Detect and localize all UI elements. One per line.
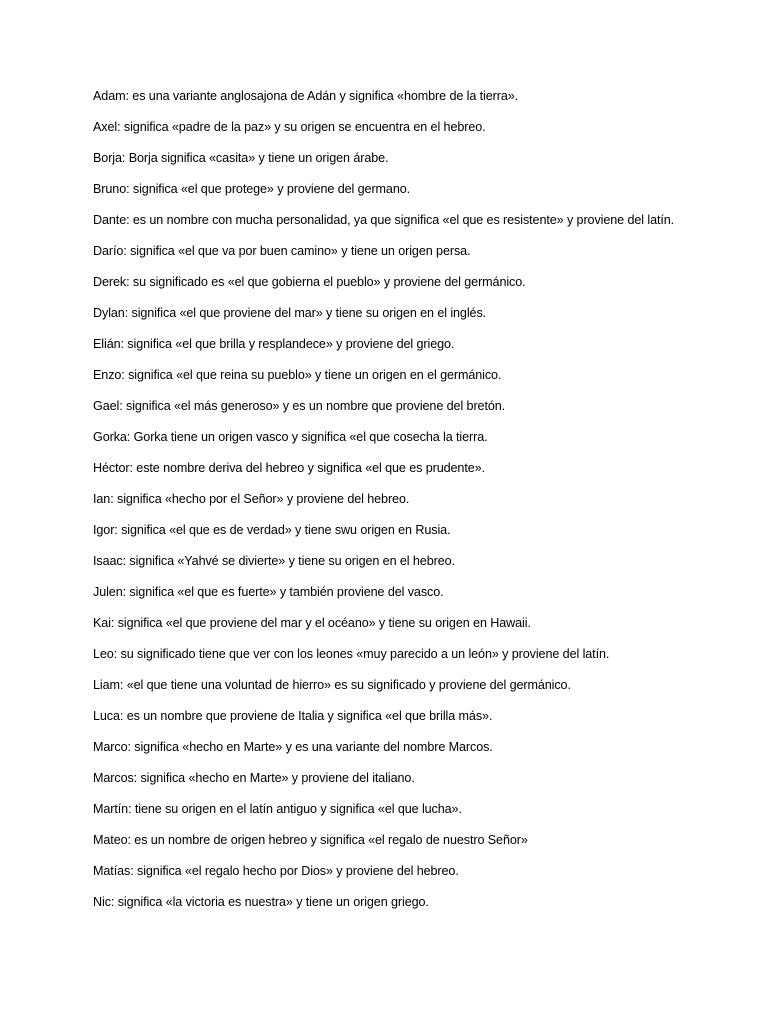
list-item: Borja: Borja significa «casita» y tiene un origen árabe. (93, 151, 389, 165)
list-item: Matías: significa «el regalo hecho por Dios» y proviene del hebreo. (93, 864, 459, 878)
list-item: Gael: significa «el más generoso» y es un nombre que proviene del bretón. (93, 399, 506, 413)
list-item: Darío: significa «el que va por buen camino» y tiene un origen persa. (93, 244, 471, 258)
list-item: Héctor: este nombre deriva del hebreo y significa «el que es prudente». (93, 461, 485, 475)
name-meaning-list (93, 87, 683, 924)
list-item: Marcos: significa «hecho en Marte» y proviene del italiano. (93, 771, 415, 785)
list-item: Luca: es un nombre que proviene de Italia y significa «el que brilla más». (93, 709, 493, 723)
list-item: Adam: es una variante anglosajona de Adán y significa «hombre de la tierra». (93, 89, 519, 103)
list-item: Elián: significa «el que brilla y resplandece» y proviene del griego. (93, 337, 455, 351)
list-item: Derek: su significado es «el que gobierna el pueblo» y proviene del germánico. (93, 275, 526, 289)
list-item: Mateo: es un nombre de origen hebreo y significa «el regalo de nuestro Señor» (93, 833, 528, 847)
list-item: Enzo: significa «el que reina su pueblo» y tiene un origen en el germánico. (93, 368, 502, 382)
list-item: Marco: significa «hecho en Marte» y es una variante del nombre Marcos. (93, 740, 493, 754)
list-item: Liam: «el que tiene una voluntad de hierro» es su significado y proviene del germánico. (93, 678, 571, 692)
list-item: Axel: significa «padre de la paz» y su origen se encuentra en el hebreo. (93, 120, 486, 134)
list-item: Kai: significa «el que proviene del mar y el océano» y tiene su origen en Hawaii. (93, 616, 531, 630)
list-item: Leo: su significado tiene que ver con los leones «muy parecido a un león» y proviene del latín. (93, 647, 610, 661)
list-item: Ian: significa «hecho por el Señor» y proviene del hebreo. (93, 492, 410, 506)
list-item: Martín: tiene su origen en el latín antiguo y significa «el que lucha». (93, 802, 462, 816)
list-item: Dylan: significa «el que proviene del mar» y tiene su origen en el inglés. (93, 306, 487, 320)
list-item: Dante: es un nombre con mucha personalidad, ya que significa «el que es resistente» y proviene del latín. (93, 213, 675, 227)
list-item: Nic: significa «la victoria es nuestra» y tiene un origen griego. (93, 895, 429, 909)
list-item: Gorka: Gorka tiene un origen vasco y significa «el que cosecha la tierra. (93, 430, 488, 444)
list-item: Julen: significa «el que es fuerte» y también proviene del vasco. (93, 585, 444, 599)
list-item: Isaac: significa «Yahvé se divierte» y tiene su origen en el hebreo. (93, 554, 455, 568)
list-item: Igor: significa «el que es de verdad» y tiene swu origen en Rusia. (93, 523, 451, 537)
list-item: Bruno: significa «el que protege» y proviene del germano. (93, 182, 411, 196)
